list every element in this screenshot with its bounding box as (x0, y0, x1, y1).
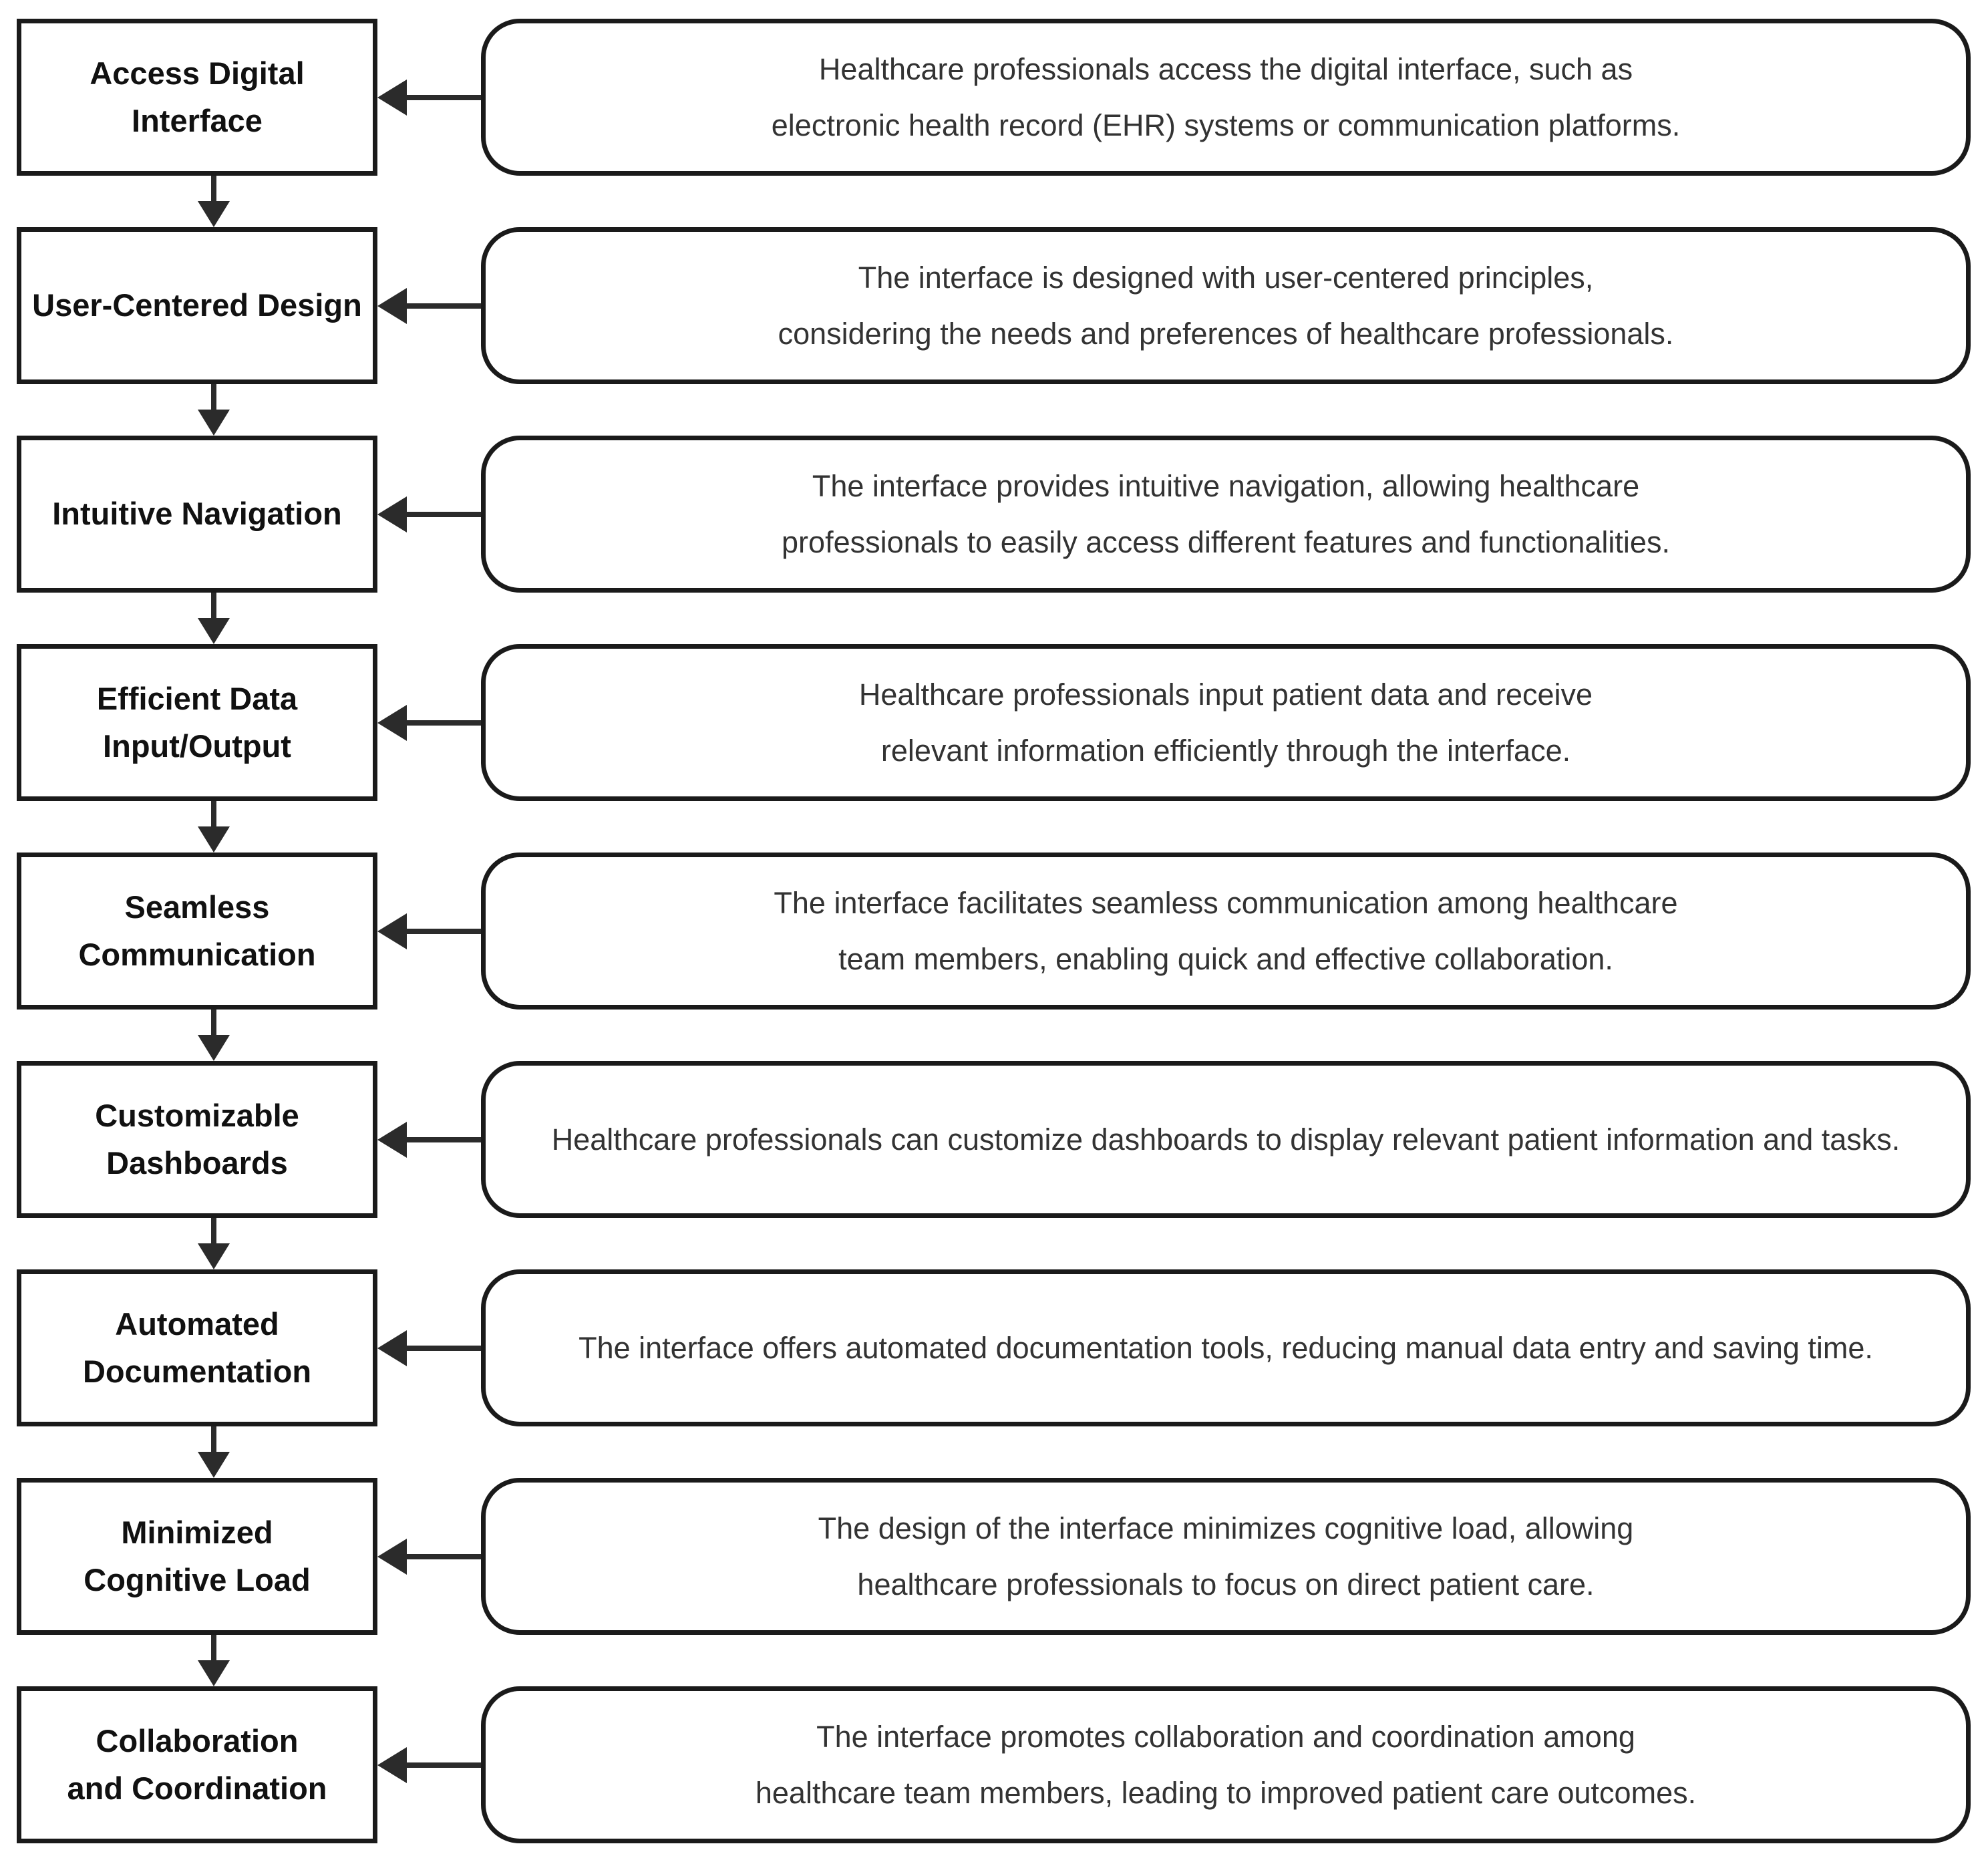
step-node-collaboration-and-coordination (17, 1686, 377, 1843)
step-node-customizable-dashboards (17, 1061, 377, 1218)
left-arrow (377, 1269, 481, 1426)
arrowhead-left-icon (377, 496, 407, 532)
arrowhead-down-icon (198, 201, 230, 227)
step-description-box (481, 1269, 1971, 1426)
left-arrow (377, 1686, 481, 1843)
arrowhead-left-icon (377, 1747, 407, 1783)
arrow-shaft (211, 1218, 216, 1246)
arrowhead-down-icon (198, 410, 230, 436)
flow-row-4 (17, 644, 1971, 801)
arrowhead-left-icon (377, 288, 407, 324)
arrow-shaft (211, 384, 216, 412)
step-description: The interface is designed with user-centered principles, considering the needs and preferences of healthcare professionals. (778, 261, 1674, 351)
step-description: Healthcare professionals input patient data and receive relevant information efficiently through the interface. (858, 677, 1593, 768)
step-title: User-Centered Design (32, 287, 362, 323)
arrowhead-left-icon (377, 913, 407, 949)
down-arrow (17, 593, 1971, 644)
step-description-box (481, 1061, 1971, 1218)
arrowhead-down-icon (198, 826, 230, 853)
step-description-box (481, 1478, 1971, 1635)
step-description: Healthcare professionals access the digital interface, such as electronic health record (EHR) systems or communication platforms. (771, 52, 1681, 142)
arrow-shaft (211, 176, 216, 204)
step-title: Seamless Communication (78, 889, 316, 972)
down-arrow (17, 176, 1971, 227)
step-description: Healthcare professionals can customize dashboards to display relevant patient information and tasks. (551, 1122, 1900, 1156)
step-description-box (481, 1686, 1971, 1843)
left-arrow (377, 19, 481, 176)
arrow-shaft (211, 1426, 216, 1454)
arrow-shaft (211, 801, 216, 829)
step-description-box (481, 227, 1971, 384)
flow-row-8 (17, 1478, 1971, 1635)
step-description-box (481, 853, 1971, 1010)
step-title: Access Digital Interface (90, 55, 305, 138)
step-node-user-centered-design (17, 227, 377, 384)
down-arrow (17, 1010, 1971, 1061)
step-node-automated-documentation (17, 1269, 377, 1426)
left-arrow (377, 436, 481, 593)
arrowhead-down-icon (198, 1243, 230, 1269)
arrowhead-left-icon (377, 1122, 407, 1158)
arrow-shaft (403, 1762, 481, 1768)
flow-row-7 (17, 1269, 1971, 1426)
arrow-shaft (403, 1137, 481, 1142)
step-node-seamless-communication (17, 853, 377, 1010)
arrowhead-left-icon (377, 1330, 407, 1366)
down-arrow (17, 1635, 1971, 1686)
arrow-shaft (211, 593, 216, 621)
arrowhead-down-icon (198, 1035, 230, 1061)
arrow-shaft (403, 929, 481, 934)
flow-row-9 (17, 1686, 1971, 1843)
step-description: The interface offers automated documentation tools, reducing manual data entry and saving time. (578, 1330, 1873, 1365)
arrowhead-left-icon (377, 705, 407, 741)
left-arrow (377, 1061, 481, 1218)
arrow-shaft (403, 1554, 481, 1559)
arrowhead-left-icon (377, 80, 407, 116)
step-description: The interface promotes collaboration and coordination among healthcare team members, leading to improved patient care outcomes. (755, 1720, 1697, 1810)
flow-row-1 (17, 19, 1971, 176)
down-arrow (17, 384, 1971, 436)
step-node-intuitive-navigation (17, 436, 377, 593)
flow-row-6 (17, 1061, 1971, 1218)
down-arrow (17, 801, 1971, 853)
step-title: Minimized Cognitive Load (84, 1515, 311, 1597)
left-arrow (377, 644, 481, 801)
step-description: The interface facilitates seamless communication among healthcare team members, enabling quick and effective collaboration. (774, 886, 1678, 976)
arrow-shaft (403, 512, 481, 517)
step-description: The design of the interface minimizes cognitive load, allowing healthcare professionals to focus on direct patient care. (818, 1511, 1634, 1601)
step-node-minimized-cognitive-load (17, 1478, 377, 1635)
down-arrow (17, 1426, 1971, 1478)
step-node-access-digital-interface (17, 19, 377, 176)
step-description-box (481, 436, 1971, 593)
left-arrow (377, 227, 481, 384)
left-arrow (377, 1478, 481, 1635)
left-arrow (377, 853, 481, 1010)
step-title: Efficient Data Input/Output (96, 681, 298, 764)
arrowhead-down-icon (198, 1660, 230, 1686)
arrowhead-down-icon (198, 1452, 230, 1478)
step-title: Collaboration and Coordination (67, 1723, 327, 1806)
arrow-shaft (403, 1346, 481, 1351)
step-title: Automated Documentation (82, 1306, 312, 1389)
step-description: The interface provides intuitive navigation, allowing healthcare professionals to easily access different features and functionalities. (782, 469, 1670, 559)
step-title: Intuitive Navigation (52, 496, 342, 532)
arrow-shaft (403, 95, 481, 100)
down-arrow (17, 1218, 1971, 1269)
arrow-shaft (403, 303, 481, 309)
step-node-efficient-data-input-output (17, 644, 377, 801)
step-description-box (481, 644, 1971, 801)
arrow-shaft (211, 1010, 216, 1038)
arrow-shaft (403, 720, 481, 726)
arrowhead-left-icon (377, 1539, 407, 1575)
step-description-box (481, 19, 1971, 176)
arrow-shaft (211, 1635, 216, 1663)
flow-row-5 (17, 853, 1971, 1010)
arrowhead-down-icon (198, 618, 230, 644)
flow-row-3 (17, 436, 1971, 593)
flow-row-2 (17, 227, 1971, 384)
step-title: Customizable Dashboards (95, 1098, 299, 1181)
